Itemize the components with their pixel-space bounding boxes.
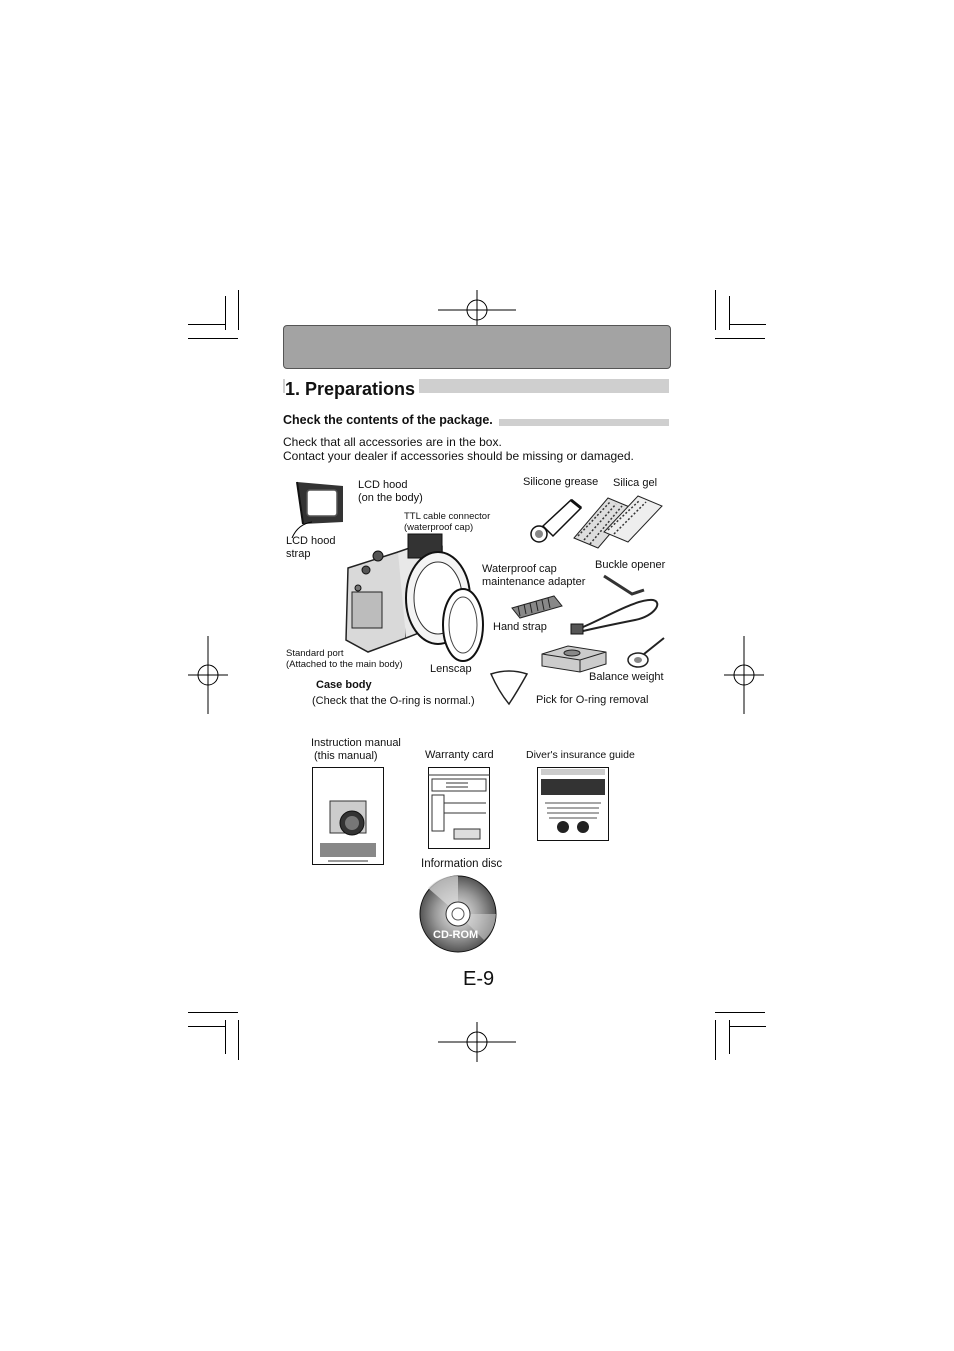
label-instruction-manual: Instruction manual (this manual) [311,737,401,762]
registration-mark-right [724,636,764,714]
chapter-header-bar [283,325,671,369]
label-case-body-note: (Check that the O-ring is normal.) [312,695,475,707]
registration-mark-bottom [438,1022,516,1062]
page-number: E-9 [463,968,495,990]
label-warranty-card: Warranty card [425,749,494,761]
label-lcd-hood-strap: LCD hood strap [286,535,336,560]
label-balance-weight: Balance weight [589,671,664,683]
warranty-card-illustration [428,767,490,849]
silica-gel-illustration [568,492,668,552]
label-case-body: Case body [316,679,372,691]
label-information-disc: Information disc [421,858,503,870]
label-hand-strap: Hand strap [493,621,547,633]
label-insurance-guide: Diver's insurance guide [526,749,635,761]
label-silica-gel: Silica gel [613,477,658,489]
label-standard-port: Standard port (Attached to the main body) [286,648,403,670]
label-lenscap: Lenscap [430,663,472,675]
subheading-bar [499,419,669,426]
instruction-manual-illustration [312,767,384,865]
intro-text [283,436,634,463]
ring-tag-illustration [624,634,670,670]
page-title: 1. Preparations [285,378,419,400]
registration-mark-left [188,636,228,714]
insurance-guide-illustration [537,767,609,841]
pick-illustration [487,668,531,708]
cd-rom-label: CD-ROM [433,929,479,941]
label-pick: Pick for O-ring removal [536,694,649,706]
label-lcd-hood: LCD hood (on the body) [358,479,423,504]
intro-line-1: Check that all accessories are in the box. [283,435,502,449]
intro-line-2: Contact your dealer if accessories should be missing or damaged. [283,448,634,463]
label-ttl-cable-connector: TTL cable connector (waterproof cap) [404,511,491,533]
cd-rom-illustration [418,874,498,954]
lenscap-illustration [438,585,488,665]
waterproof-cap-adapter-illustration [508,592,568,622]
label-buckle-opener: Buckle opener [595,559,666,571]
label-waterproof-cap-adapter: Waterproof cap maintenance adapter [482,563,586,588]
label-silicone-grease: Silicone grease [523,476,599,488]
registration-mark-top [438,290,516,330]
section-subheading: Check the contents of the package. [283,413,493,427]
